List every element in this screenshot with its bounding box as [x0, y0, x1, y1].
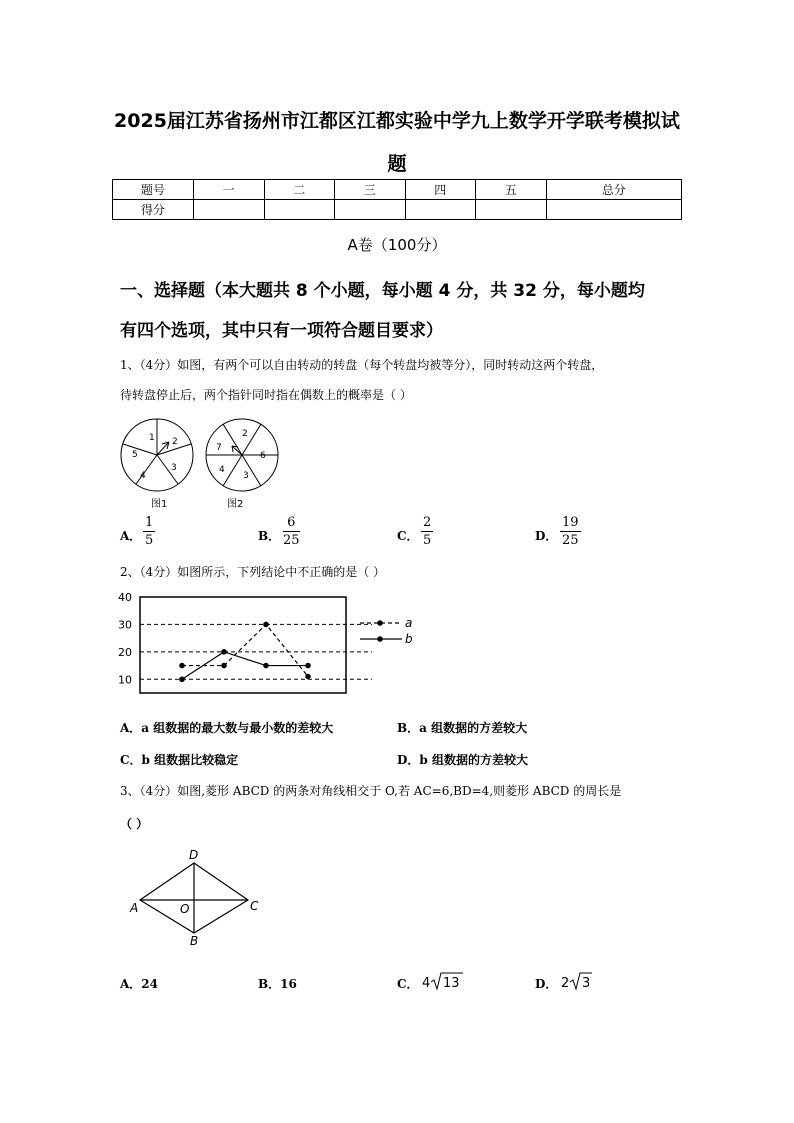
vertex-label-a: A	[130, 901, 139, 915]
q2-option-c: C．b 组数据比较稳定	[120, 753, 239, 767]
score-input-cell	[264, 200, 335, 220]
score-cell: 题号	[113, 180, 194, 200]
y-tick-label: 20	[118, 645, 132, 659]
data-point-a	[263, 622, 269, 628]
spinner2-number: 7	[216, 443, 222, 453]
q3-text-line2: （ ）	[120, 817, 149, 831]
spinner-1	[121, 419, 193, 510]
vertex-label-d: D	[189, 848, 199, 862]
numerator: 19	[562, 515, 579, 530]
q1-option-a-letter: A．	[120, 529, 142, 543]
score-cell: 四	[405, 180, 476, 200]
legend-marker-a	[377, 620, 383, 626]
score-cell: 五	[476, 180, 547, 200]
score-cell: 得分	[113, 200, 194, 220]
q1-option-b-letter: B．	[258, 529, 281, 543]
chart-y-ticks	[118, 591, 132, 686]
spinner2-number: 6	[260, 451, 266, 461]
y-tick-label: 30	[118, 618, 132, 632]
legend-marker-b	[377, 636, 383, 642]
score-input-cell	[476, 200, 547, 220]
score-input-cell	[546, 200, 682, 220]
doc-title-line2: 题	[387, 153, 407, 175]
spinner2-number: 4	[219, 465, 225, 475]
numerator: 6	[283, 515, 300, 532]
q2-line-chart	[112, 590, 422, 700]
q1-option-c-fraction	[421, 515, 433, 549]
denominator: 5	[145, 533, 154, 548]
spinner1-number: 4	[140, 471, 146, 481]
doc-title-line1: 2025届江苏省扬州市江都区江都实验中学九上数学开学联考模拟试	[114, 110, 680, 132]
radicand: 3	[582, 976, 591, 991]
q1-text-line1: 1、（4分）如图，有两个可以自由转动的转盘（每个转盘均被等分），同时转动这两个转盘，	[120, 358, 604, 372]
radical-coefficient: 4	[422, 976, 431, 991]
vertex-label-b: B	[190, 934, 199, 948]
section1-heading-line2: 有四个选项，其中只有一项符合题目要求）	[120, 321, 443, 341]
center-label-o: O	[180, 902, 190, 916]
series-line-b	[182, 652, 308, 679]
q2-text: 2、（4分）如图所示，下列结论中不正确的是（ ）	[120, 565, 386, 579]
numerator: 2	[423, 515, 432, 530]
q1-option-b-fraction	[283, 515, 300, 549]
denominator: 25	[283, 533, 300, 548]
data-point-b	[221, 649, 227, 655]
legend-label-b: b	[405, 632, 413, 646]
radical-coefficient: 2	[561, 976, 570, 991]
spinner2-number: 3	[243, 471, 249, 481]
q3-option-b: B．16	[258, 977, 297, 991]
score-input-cell	[194, 200, 265, 220]
data-point-a	[305, 674, 311, 680]
q1-option-d-fraction	[560, 515, 581, 549]
spinner2-number: 2	[242, 429, 248, 439]
q3-text-line1: 3、（4分）如图,菱形 ABCD 的两条对角线相交于 O,若 AC=6,BD=4,则菱形 ABCD 的周长是	[120, 784, 622, 798]
score-cell: 总分	[546, 180, 682, 200]
fig2-label: 图2	[227, 499, 244, 510]
q3-rhombus-figure	[120, 845, 280, 950]
spinner1-number: 1	[149, 433, 155, 443]
score-cell: 二	[264, 180, 335, 200]
spinner1-number: 3	[171, 463, 177, 473]
data-point-b	[305, 663, 311, 669]
series-line-a	[182, 624, 308, 676]
legend-label-a: a	[405, 616, 413, 630]
q3-option-a: A．24	[120, 977, 159, 991]
data-point-b	[179, 676, 185, 682]
score-cell: 一	[194, 180, 265, 200]
numerator: 1	[145, 515, 154, 530]
q1-option-c-letter: C．	[397, 529, 419, 543]
score-input-cell	[335, 200, 406, 220]
spinner1-number: 2	[172, 437, 178, 447]
q3-option-d-letter: D．	[535, 977, 558, 991]
y-tick-label: 10	[118, 673, 132, 687]
q1-text-line2: 待转盘停止后，两个指针同时指在偶数上的概率是（ ）	[120, 388, 412, 402]
q2-option-d: D．b 组数据的方差较大	[397, 753, 528, 767]
q1-spinner-figures	[115, 412, 290, 512]
chart-frame	[140, 597, 346, 693]
score-input-cell	[405, 200, 476, 220]
spinner1-number: 5	[132, 450, 138, 460]
data-point-b	[263, 663, 269, 669]
q2-option-a: A．a 组数据的最大数与最小数的差较大	[120, 721, 334, 735]
y-tick-label: 40	[118, 591, 132, 604]
denominator: 25	[562, 533, 579, 548]
fig1-label: 图1	[151, 499, 168, 510]
score-table	[112, 179, 682, 220]
q3-option-c-letter: C．	[397, 977, 419, 991]
chart-legend	[360, 616, 413, 646]
q2-option-b: B．a 组数据的方差较大	[397, 721, 528, 735]
q3-option-d-radical	[560, 969, 595, 993]
q1-option-a-fraction	[143, 515, 155, 549]
score-table-score-row	[113, 200, 682, 220]
volume-label: A卷（100分）	[347, 236, 447, 254]
denominator: 5	[423, 533, 432, 548]
data-point-a	[221, 663, 227, 669]
chart-grid	[140, 624, 372, 679]
section1-heading-line1: 一、选择题（本大题共 8 个小题，每小题 4 分，共 32 分，每小题均	[120, 281, 645, 301]
data-point-a	[179, 663, 185, 669]
radicand: 13	[443, 976, 460, 991]
q1-option-d-letter: D．	[535, 529, 558, 543]
score-table-header-row	[113, 180, 682, 200]
spinner-2	[206, 419, 278, 510]
score-cell: 三	[335, 180, 406, 200]
q3-option-c-radical	[421, 969, 466, 993]
vertex-label-c: C	[250, 899, 259, 913]
